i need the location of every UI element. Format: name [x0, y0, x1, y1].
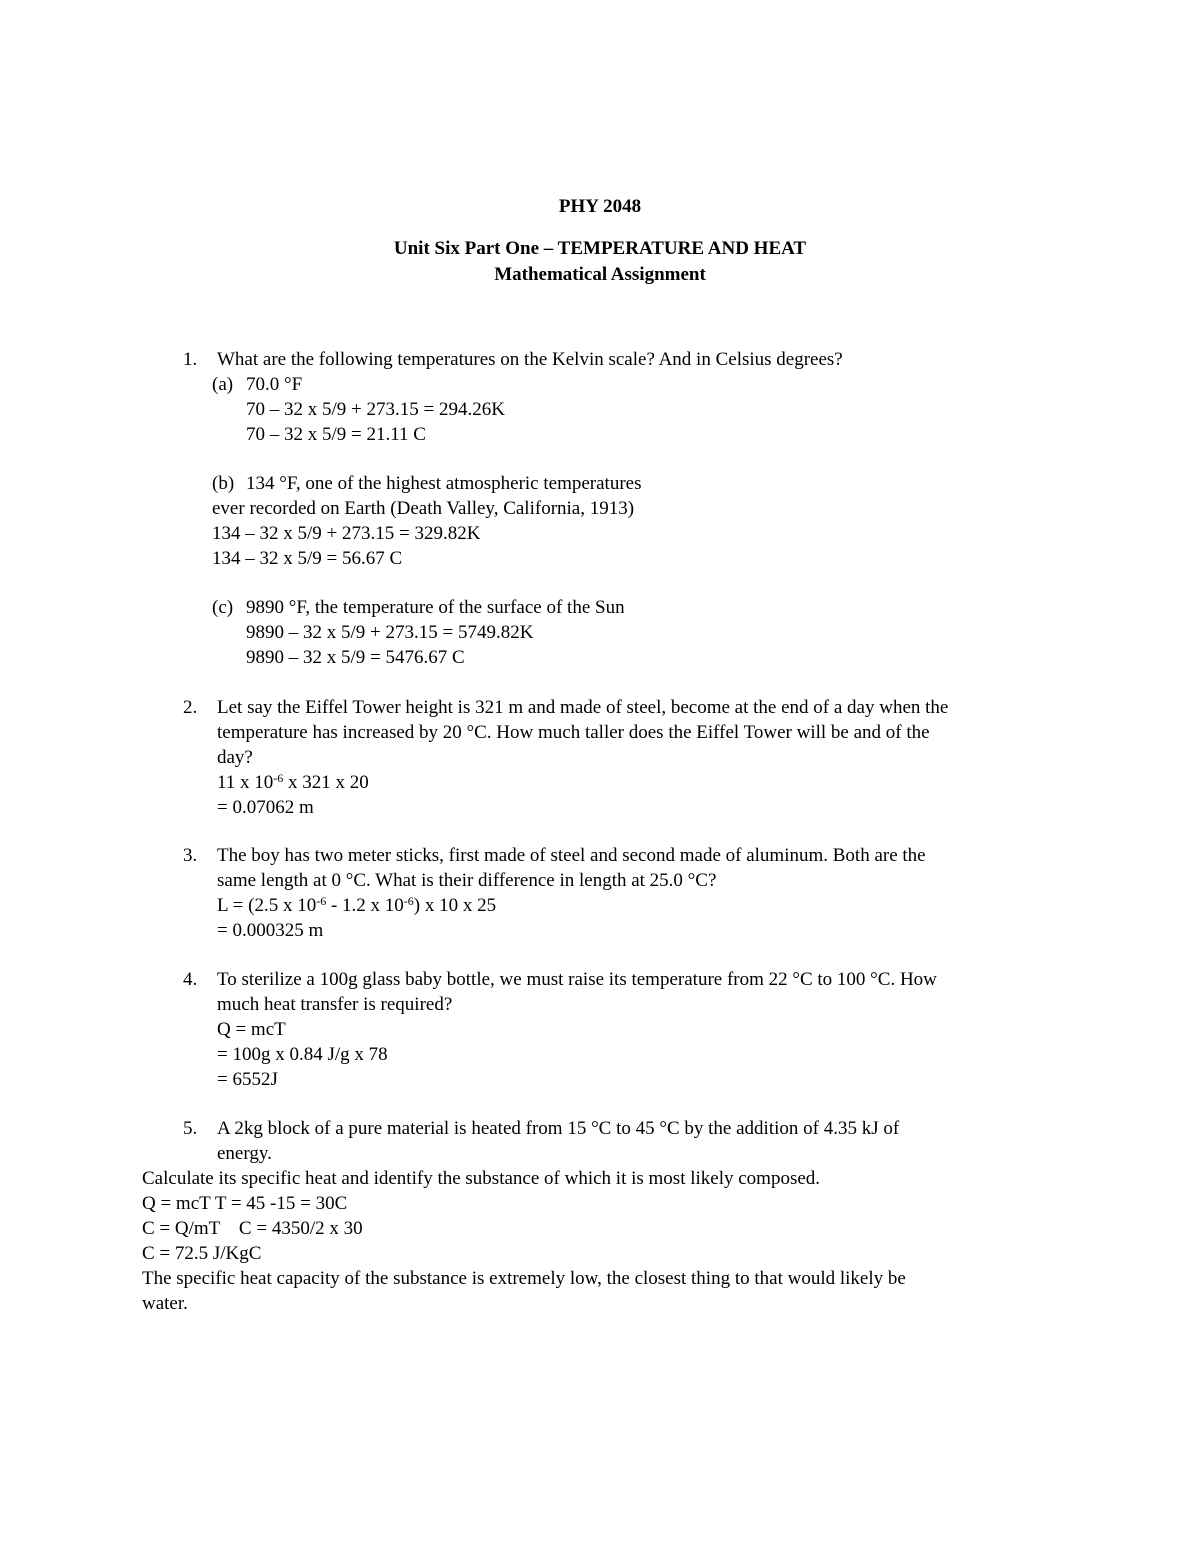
calc-part: ) x 10 x 25	[413, 895, 497, 916]
question-text: To sterilize a 100g glass baby bottle, we must raise its temperature from 22 °C to 100 °C. How	[217, 969, 937, 990]
question-number: 3.	[183, 845, 198, 866]
part-label: (b)	[212, 473, 235, 494]
calc-line	[217, 773, 369, 792]
calc-line: Q = mcT T = 45 -15 = 30C	[142, 1193, 348, 1214]
part-text: 134 °F, one of the highest atmospheric temperatures	[246, 473, 642, 494]
part-label: (a)	[212, 374, 234, 395]
exponent: -6	[316, 894, 327, 908]
question-text: The boy has two meter sticks, first made of steel and second made of aluminum. Both are the	[217, 845, 926, 866]
question-text: Calculate its specific heat and identify the substance of which it is most likely composed.	[142, 1168, 821, 1189]
question-text: same length at 0 °C. What is their difference in length at 25.0 °C?	[217, 870, 717, 891]
part-text: 9890 °F, the temperature of the surface of the Sun	[246, 597, 625, 618]
conclusion-text: water.	[142, 1293, 188, 1314]
calc-line: 134 – 32 x 5/9 + 273.15 = 329.82K	[212, 523, 481, 544]
course-code: PHY 2048	[558, 196, 642, 217]
question-text: A 2kg block of a pure material is heated from 15 °C to 45 °C by the addition of 4.35 kJ of	[217, 1118, 900, 1139]
calc-line: 70 – 32 x 5/9 = 21.11 C	[246, 424, 426, 445]
calc-part: 11 x 10	[217, 772, 274, 793]
question-text: much heat transfer is required?	[217, 994, 453, 1015]
result-line: = 6552J	[217, 1069, 278, 1090]
calc-part: - 1.2 x 10	[326, 895, 404, 916]
calc-part: L = (2.5 x 10	[217, 895, 317, 916]
exponent: -6	[273, 771, 284, 785]
calc-line: C = Q/mT C = 4350/2 x 30	[142, 1218, 363, 1239]
unit-title: Unit Six Part One – TEMPERATURE AND HEAT	[393, 238, 807, 259]
question-number: 5.	[183, 1118, 198, 1139]
question-text: Let say the Eiffel Tower height is 321 m and made of steel, become at the end of a day when the	[217, 697, 949, 718]
result-line: = 0.000325 m	[217, 920, 324, 941]
conclusion-text: The specific heat capacity of the substance is extremely low, the closest thing to that would likely be	[142, 1268, 906, 1289]
calc-line: Q = mcT	[217, 1019, 286, 1040]
question-text: day?	[217, 747, 253, 768]
calc-line: = 100g x 0.84 J/g x 78	[217, 1044, 388, 1065]
calc-line	[217, 896, 496, 915]
calc-line: 134 – 32 x 5/9 = 56.67 C	[212, 548, 403, 569]
question-text: energy.	[217, 1143, 272, 1164]
calc-part: x 321 x 20	[283, 772, 369, 793]
assignment-subtitle: Mathematical Assignment	[494, 264, 706, 285]
result-line: = 0.07062 m	[217, 797, 314, 818]
exponent: -6	[403, 894, 414, 908]
question-number: 4.	[183, 969, 198, 990]
calc-line: 9890 – 32 x 5/9 = 5476.67 C	[246, 647, 465, 668]
question-text: temperature has increased by 20 °C. How much taller does the Eiffel Tower will be and of the	[217, 722, 930, 743]
question-text: What are the following temperatures on the Kelvin scale? And in Celsius degrees?	[217, 349, 843, 370]
part-text-cont: ever recorded on Earth (Death Valley, California, 1913)	[212, 498, 635, 519]
calc-line: C = 72.5 J/KgC	[142, 1243, 262, 1264]
question-number: 2.	[183, 697, 198, 718]
calc-line: 9890 – 32 x 5/9 + 273.15 = 5749.82K	[246, 622, 534, 643]
question-number: 1.	[183, 349, 198, 370]
calc-line: 70 – 32 x 5/9 + 273.15 = 294.26K	[246, 399, 505, 420]
part-label: (c)	[212, 597, 234, 618]
part-text: 70.0 °F	[246, 374, 303, 395]
